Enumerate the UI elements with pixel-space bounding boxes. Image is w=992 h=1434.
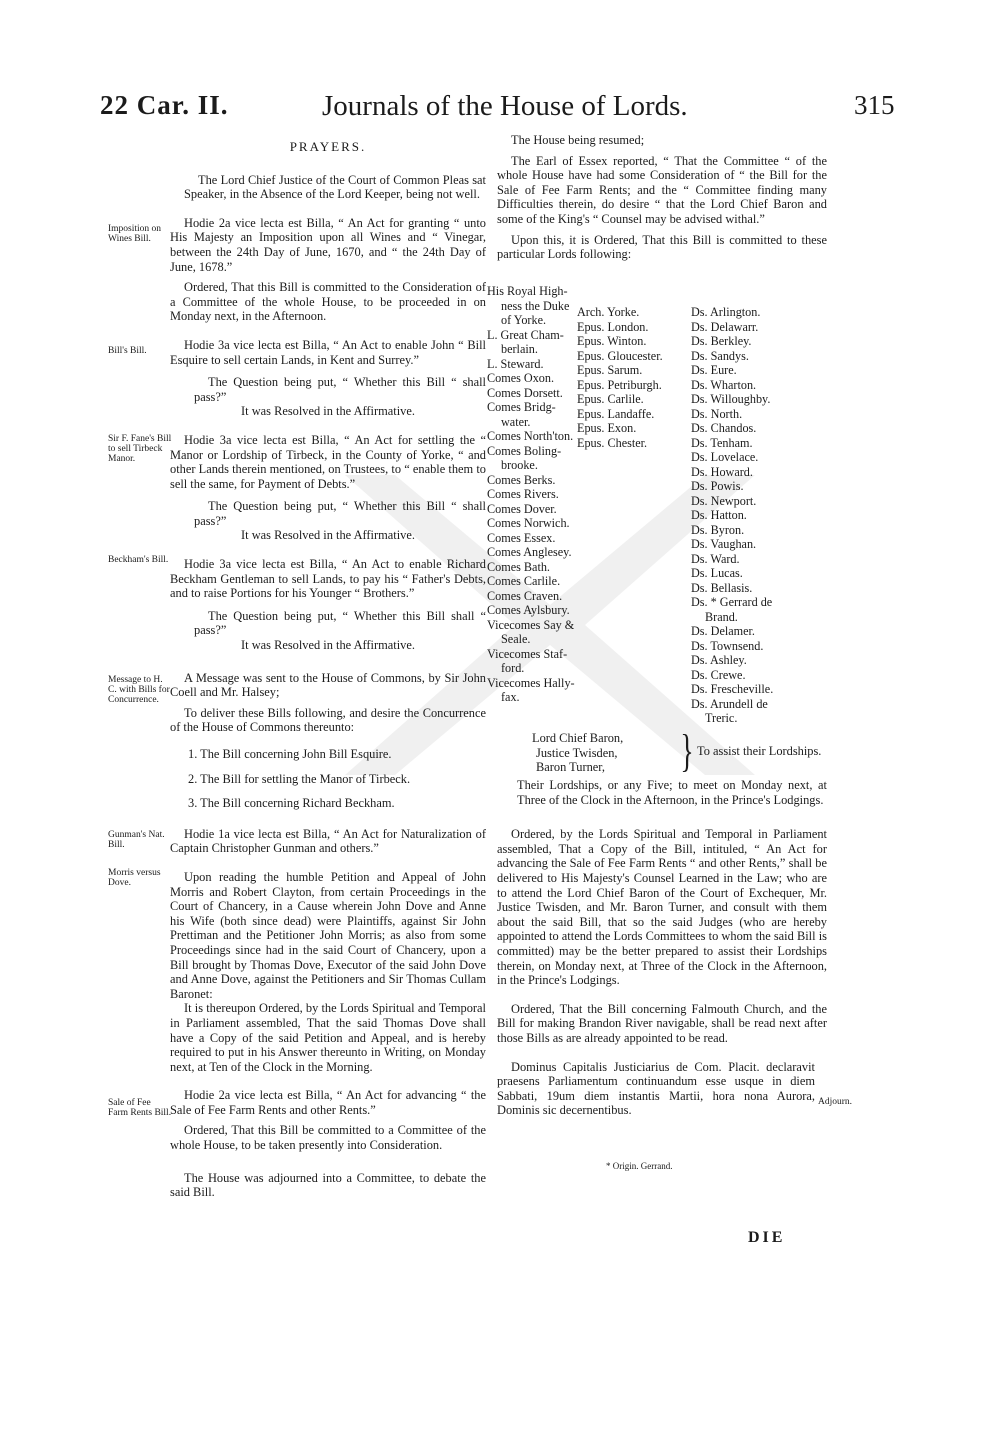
lord-name: Comes Dover. bbox=[487, 501, 557, 516]
fee-farm-entry: Hodie 2a vice lecta est Billa, “ An Act for advancing “ the Sale of Fee Farm Rents and other Rents.” bbox=[170, 1088, 486, 1117]
lord-name: brooke. bbox=[501, 458, 538, 472]
lord-name: ness the Duke bbox=[501, 298, 570, 313]
lord-name: Ds. Howard. bbox=[691, 464, 753, 479]
lord-name: Comes Dorsett. bbox=[487, 385, 563, 400]
wines-entry: Hodie 2a vice lecta est Billa, “ An Act for granting “ unto His Majesty an Imposition upon all Wines and “ Vinegar, between the 24th Day of June, 1670, and “ the 24th Day of June, 1678.” bbox=[170, 215, 486, 274]
lord-name: Comes Boling- bbox=[487, 443, 562, 458]
lord-name: Ds. Delamer. bbox=[691, 624, 755, 638]
right-column bbox=[497, 133, 827, 268]
lord-name: Epus. Exon. bbox=[577, 421, 637, 435]
lord-name: Ds. Frescheville. bbox=[691, 682, 774, 696]
margin-note-gunman: Gunman's Nat. Bill. bbox=[108, 830, 165, 850]
lord-name: Brand. bbox=[705, 609, 738, 624]
lord-name: Ds. Powis. bbox=[691, 479, 744, 493]
lord-name: Epus. Carlile. bbox=[577, 392, 644, 406]
margin-note-adjourn: Adjourn. bbox=[818, 1097, 853, 1107]
left-column bbox=[170, 140, 486, 1206]
lord-name: Comes Bath. bbox=[487, 559, 550, 574]
lord-name: Epus. Chester. bbox=[577, 435, 648, 450]
lord-name: Epus. Petriburgh. bbox=[577, 377, 662, 392]
lord-name: Ds. Ward. bbox=[691, 551, 740, 566]
bill-entry: Hodie 3a vice lecta est Billa, “ An Act to enable John “ Bill Esquire to sell certain Lands, in Kent and Surrey.” bbox=[170, 337, 486, 367]
lords-list-temporal bbox=[487, 284, 575, 705]
message-entry: A Message was sent to the House of Commons, by Sir John Coell and Mr. Halsey; bbox=[170, 670, 486, 700]
lord-name: Ds. Delawarr. bbox=[691, 319, 759, 334]
lord-name: Arch. Yorke. bbox=[577, 305, 640, 319]
lord-name: Ds. Willoughby. bbox=[691, 392, 771, 406]
catchword: DIE bbox=[748, 1229, 786, 1246]
lord-name: Vicecomes Hally- bbox=[487, 675, 575, 690]
deliver-entry: To deliver these Bills following, and desire the Concurrence of the House of Commons thereunto: bbox=[170, 705, 486, 735]
lord-name: Ds. Arundell de bbox=[691, 696, 768, 711]
judges-list bbox=[532, 731, 623, 775]
margin-note-fane: Sir F. Fane's Bill to sell Tirbeck Manor. bbox=[108, 434, 172, 464]
lord-name: Vicecomes Say & bbox=[487, 617, 575, 632]
lord-name: Ds. Byron. bbox=[691, 522, 745, 537]
lord-name: Ds. Lovelace. bbox=[691, 450, 759, 464]
fee-farm-order: Ordered, That this Bill be committed to a Committee of the whole House, to be taken presently into Consideration. bbox=[170, 1123, 486, 1153]
lord-name: Seale. bbox=[501, 632, 531, 646]
question-2: The Question being put, “ Whether this Bill “ shall pass?” bbox=[194, 499, 486, 528]
lord-name: Comes Craven. bbox=[487, 588, 563, 603]
lord-name: Comes Aylsbury. bbox=[487, 603, 570, 617]
lord-name: berlain. bbox=[501, 342, 538, 356]
lord-name: Ds. Bellasis. bbox=[691, 580, 753, 595]
page-number: 315 bbox=[854, 90, 895, 120]
speaker-note: The Lord Chief Justice of the Court of Common Pleas sat Speaker, in the Absence of the Lord Keeper, being not well. bbox=[184, 172, 486, 202]
lord-name: Epus. Landaffe. bbox=[577, 406, 655, 421]
lord-name: Ds. Newport. bbox=[691, 493, 757, 508]
morris-order: It is thereupon Ordered, by the Lords Spiritual and Temporal in Parliament assembled, That the said Thomas Dove shall have a Copy of the said Petition and Appeal, and is hereby required to put in his Answer thereunto in Writing, on Monday next, at Ten of the Clock in the Morning. bbox=[170, 1001, 486, 1074]
lord-name: Ds. Wharton. bbox=[691, 377, 757, 392]
fane-entry: Hodie 3a vice lecta est Billa, “ An Act for settling the “ Manor or Lordship of Tirbeck, in the County of Yorke, “ and other Lands therein mentioned, on Trustees, to “ enable them to sell the same, for Payment of Debts.” bbox=[170, 432, 486, 491]
lord-name: Ds. Arlington. bbox=[691, 305, 761, 319]
lord-name: Ds. Vaughan. bbox=[691, 537, 757, 551]
lord-name: Comes Rivers. bbox=[487, 487, 559, 501]
lord-name: Comes North'ton. bbox=[487, 429, 574, 443]
lord-name: Epus. Sarum. bbox=[577, 363, 643, 377]
margin-note-bill: Bill's Bill. bbox=[108, 346, 147, 356]
copy-order: Ordered, by the Lords Spiritual and Temporal in Parliament assembled, That a Copy of the Bill, intituled, “ An Act for advancing the Sale of Fee Farm Rents “ and other Rents,” shall be delivered to His Majesty's Counsel Learned in the Law; who are to attend the Lord Chief Baron of the Court of Exchequer, Mr. Justice Twisden, and Mr. Baron Turner, and consult with them about the said Bill, that so the said Judges (who are hereby appointed to attend the Lords Committees to whom the said Bill is committed) may be the better prepared to assist their Lordships therein, on Monday next, at Three of the Clock in the Afternoon, in the Prince's Lodgings. bbox=[497, 827, 827, 988]
lord-name: Ds. Tenham. bbox=[691, 435, 753, 450]
lord-name: Comes Oxon. bbox=[487, 371, 555, 385]
lord-name: Comes Essex. bbox=[487, 530, 556, 545]
gunman-entry: Hodie 1a vice lecta est Billa, “ An Act for Naturalization of Captain Christopher Gunman and others.” bbox=[170, 826, 486, 856]
lord-name: Comes Berks. bbox=[487, 472, 556, 487]
adjourned-into-committee: The House was adjourned into a Committee, to debate the said Bill. bbox=[170, 1170, 486, 1200]
judge-name: Lord Chief Baron, bbox=[532, 731, 624, 745]
lord-name: water. bbox=[501, 414, 531, 429]
brace-glyph: } bbox=[680, 725, 694, 776]
wines-order: Ordered, That this Bill is committed to the Consideration of a Committee of the whole House, to be proceeded in on Monday next, in the Afternoon. bbox=[170, 280, 486, 324]
margin-note-fee-farm: Sale of Fee Farm Rents Bill. bbox=[108, 1098, 172, 1118]
lord-name: fax. bbox=[501, 690, 520, 704]
lord-name: Ds. * Gerrard de bbox=[691, 595, 773, 609]
question-3: The Question being put, “ Whether this Bill shall “ pass?” bbox=[194, 608, 486, 638]
lord-name: L. Steward. bbox=[487, 356, 544, 371]
assist-note: To assist their Lordships. bbox=[697, 744, 822, 758]
bill-list-item: 2. The Bill for settling the Manor of Tirbeck. bbox=[188, 771, 411, 786]
margin-note-morris: Morris versus Dove. bbox=[108, 868, 161, 888]
lord-name: Ds. Chandos. bbox=[691, 421, 757, 435]
lord-name: Comes Carlile. bbox=[487, 574, 561, 588]
resolved-3: It was Resolved in the Affirmative. bbox=[241, 638, 415, 653]
lord-name: L. Great Cham- bbox=[487, 327, 564, 342]
lord-name: Comes Anglesey. bbox=[487, 545, 572, 559]
lords-list-barons bbox=[691, 305, 773, 726]
lord-name: Comes Norwich. bbox=[487, 516, 570, 530]
margin-note-message: Message to H. C. with Bills for Concurrence. bbox=[108, 675, 170, 705]
resolved-1: It was Resolved in the Affirmative. bbox=[241, 404, 415, 419]
falmouth-order: Ordered, That the Bill concerning Falmouth Church, and the Bill for making Brandon River navigable, shall be read next after those Bills as are already appointed to be read. bbox=[497, 1001, 827, 1045]
right-column-lower bbox=[497, 778, 827, 1124]
lord-name: Ds. Sandys. bbox=[691, 348, 749, 363]
lord-name: Treric. bbox=[705, 711, 738, 725]
lord-name: His Royal High- bbox=[487, 284, 568, 298]
lord-name: Ds. Berkley. bbox=[691, 334, 752, 348]
lord-name: Ds. Hatton. bbox=[691, 508, 747, 522]
lord-name: Ds. Eure. bbox=[691, 363, 737, 377]
judge-name: Baron Turner, bbox=[536, 760, 606, 775]
lord-name: Ds. North. bbox=[691, 406, 743, 421]
bill-list-item: 1. The Bill concerning John Bill Esquire. bbox=[188, 747, 392, 761]
beckham-entry: Hodie 3a vice lecta est Billa, “ An Act to enable Richard Beckham Gentleman to sell Lands, to pay his “ Father's Debts, and to raise Portions for his Younger “ Brothers.” bbox=[170, 557, 486, 601]
lord-name: Ds. Ashley. bbox=[691, 653, 747, 667]
lord-name: Ds. Townsend. bbox=[691, 638, 764, 653]
morris-petition: Upon reading the humble Petition and Appeal of John Morris and Robert Clayton, from certain Proceedings in the Court of Chancery, in a Cause wherein John Dove and Anne his Wife (both since dead) were Plaintiffs, against Sir John Prettiman and the Petitioner John Morris; as also from some Proceedings since had in the said Court of Chancery, upon a Bill brought by Thomas Dove, Executor of the said John Dove and Anne Dove, against the Petitioners and Sir Thomas Cullam Baronet: bbox=[170, 869, 486, 1001]
running-head-title: Journals of the House of Lords. bbox=[322, 90, 688, 122]
question-1: The Question being put, “ Whether this Bill “ shall pass?” bbox=[194, 375, 486, 404]
prayers-heading: PRAYERS. bbox=[289, 139, 367, 154]
lord-name: Comes Bridg- bbox=[487, 400, 556, 414]
lord-name: Epus. Gloucester. bbox=[577, 348, 663, 363]
meeting-note: Their Lordships, or any Five; to meet on Monday next, at Three of the Clock in the Afternoon, in the Prince's Lodgings. bbox=[517, 778, 827, 807]
margin-note-beckham: Beckham's Bill. bbox=[108, 555, 169, 565]
lord-name: Ds. Lucas. bbox=[691, 566, 743, 580]
lord-name: ford. bbox=[501, 661, 525, 675]
footnote: * Origin. Gerrand. bbox=[606, 1161, 673, 1171]
house-resumed: The House being resumed; bbox=[511, 133, 645, 147]
lord-name: of Yorke. bbox=[501, 313, 547, 327]
adjournment-latin: Dominus Capitalis Justiciarius de Com. Placit. declaravit praesens Parliamentum continuandum esse usque in diem Sabbati, 19um diem instantis Martii, hora nona Aurora, Dominis sic decernentibus. bbox=[497, 1059, 815, 1118]
commitment-order: Upon this, it is Ordered, That this Bill is committed to these particular Lords following: bbox=[497, 232, 827, 262]
lord-name: Epus. Winton. bbox=[577, 334, 647, 348]
resolved-2: It was Resolved in the Affirmative. bbox=[241, 528, 415, 543]
lord-name: Vicecomes Staf- bbox=[487, 646, 568, 661]
lords-list-spiritual bbox=[577, 305, 663, 450]
lord-name: Ds. Crewe. bbox=[691, 667, 746, 682]
lord-name: Epus. London. bbox=[577, 319, 649, 334]
running-head-regnal-year: 22 Car. II. bbox=[100, 90, 229, 120]
judge-name: Justice Twisden, bbox=[536, 745, 618, 760]
margin-note-wines: Imposition on Wines Bill. bbox=[108, 224, 162, 244]
bill-list-item: 3. The Bill concerning Richard Beckham. bbox=[188, 796, 395, 811]
essex-report: The Earl of Essex reported, “ That the Committee “ of the whole House have had some Consideration of “ the Bill for the Sale of Fee Farm Rents; and the “ Committee finding many Difficulties therein, do desire “ that the Lord Chief Baron and some of the King's “ Counsel may be advised withal.” bbox=[497, 153, 827, 226]
